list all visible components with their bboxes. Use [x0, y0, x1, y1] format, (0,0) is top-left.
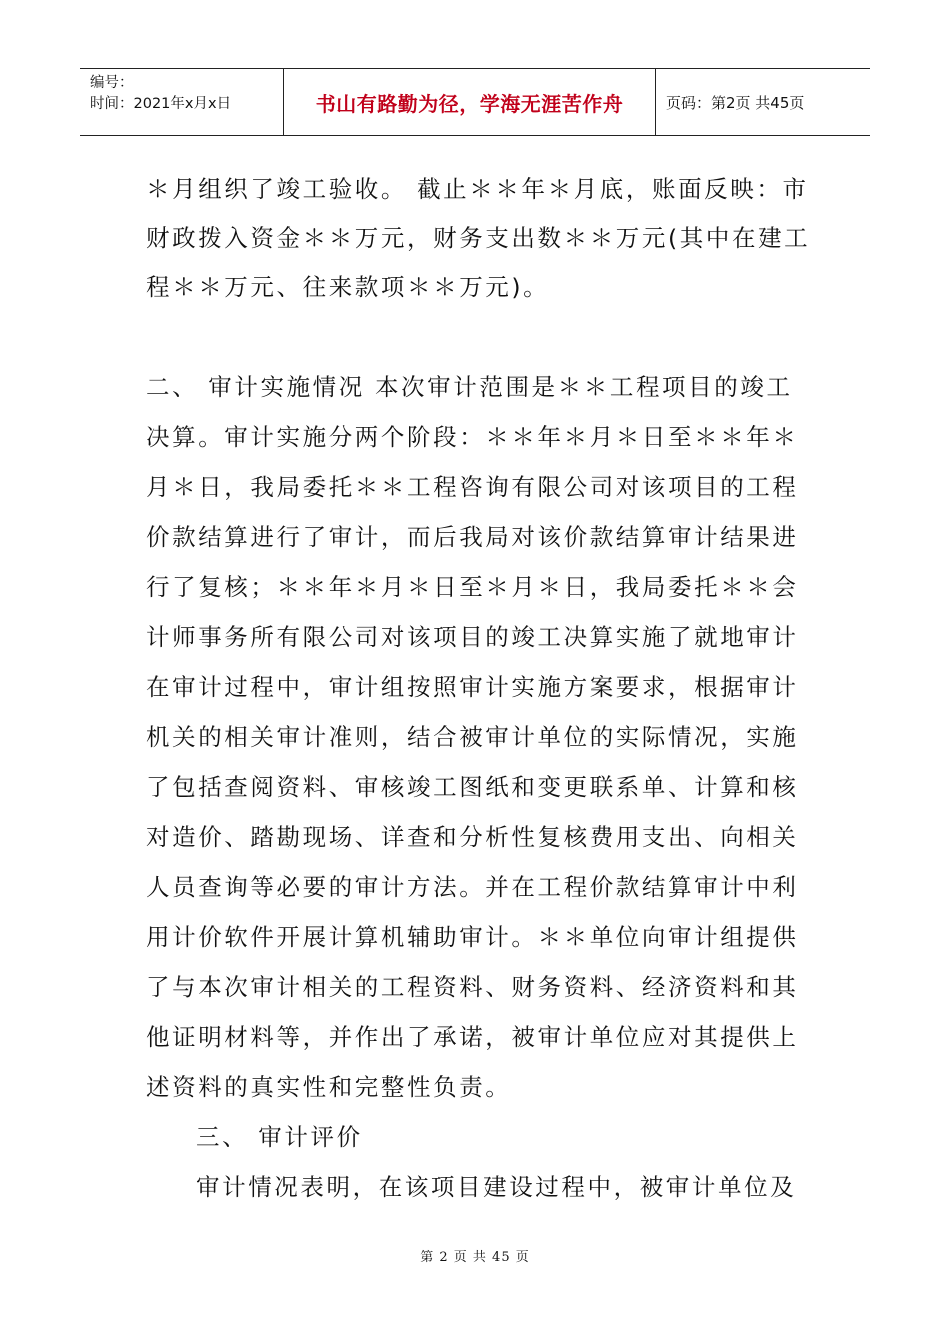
body-line: 述资料的真实性和完整性负责。 — [146, 1073, 512, 1101]
header-motto-cell — [284, 69, 656, 135]
header-page-info: 页码：第2页 共45页 — [666, 93, 805, 112]
document-number-label: 编号： — [90, 75, 134, 91]
body-line: 对造价、踏勘现场、详查和分析性复核费用支出、向相关 — [146, 823, 799, 851]
body-line: ＊月组织了竣工验收。 截止＊＊年＊月底，账面反映：市 — [146, 175, 809, 203]
body-line: 行了复核；＊＊年＊月＊日至＊月＊日，我局委托＊＊会 — [146, 573, 799, 601]
body-line: 了与本次审计相关的工程资料、财务资料、经济资料和其 — [146, 973, 799, 1001]
body-line: 计师事务所有限公司对该项目的竣工决算实施了就地审计 — [146, 623, 799, 651]
section-heading-line: 二、 审计实施情况 本次审计范围是＊＊工程项目的竣工 — [146, 373, 793, 401]
body-line: 审计情况表明，在该项目建设过程中，被审计单位及 — [196, 1173, 797, 1201]
header-motto: 书山有路勤为径，学海无涯苦作舟 — [315, 91, 624, 116]
document-time: 时间：2021年x月x日 — [90, 96, 232, 112]
body-line: 程＊＊万元、往来款项＊＊万元)。 — [146, 273, 550, 301]
body-line: 他证明材料等，并作出了承诺，被审计单位应对其提供上 — [146, 1023, 799, 1051]
header-page-info-cell — [656, 69, 870, 135]
body-line: 财政拨入资金＊＊万元，财务支出数＊＊万元(其中在建工 — [146, 224, 811, 252]
body-line: 人员查询等必要的审计方法。并在工程价款结算审计中利 — [146, 873, 799, 901]
body-line: 月＊日，我局委托＊＊工程咨询有限公司对该项目的工程 — [146, 473, 799, 501]
section-heading-line: 三、 审计评价 — [196, 1123, 363, 1151]
body-line: 价款结算进行了审计，而后我局对该价款结算审计结果进 — [146, 523, 799, 551]
body-line: 用计价软件开展计算机辅助审计。＊＊单位向审计组提供 — [146, 923, 799, 951]
header-meta — [80, 69, 284, 135]
body-line: 决算。审计实施分两个阶段：＊＊年＊月＊日至＊＊年＊ — [146, 423, 799, 451]
body-line: 机关的相关审计准则，结合被审计单位的实际情况，实施 — [146, 723, 799, 751]
page-header — [80, 68, 870, 136]
body-line: 了包括查阅资料、审核竣工图纸和变更联系单、计算和核 — [146, 773, 799, 801]
page-footer: 第 2 页 共 45 页 — [420, 1250, 530, 1265]
body-line: 在审计过程中，审计组按照审计实施方案要求，根据审计 — [146, 673, 799, 701]
